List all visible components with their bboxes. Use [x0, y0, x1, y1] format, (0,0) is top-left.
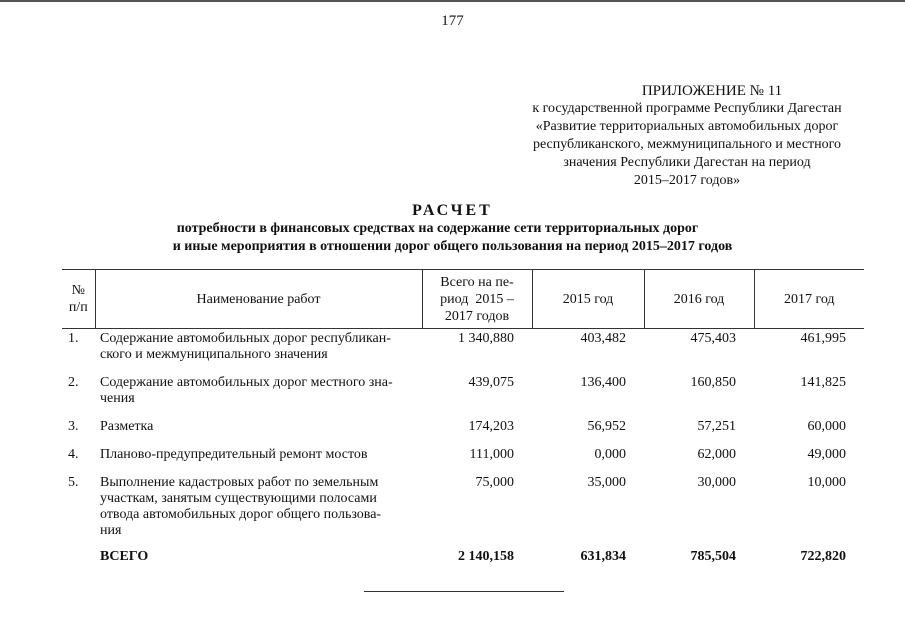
appendix-line: республиканского, межмуниципального и местного — [532, 137, 842, 152]
cell-no: 4. — [68, 447, 79, 462]
header-2016: 2016 год — [644, 270, 754, 329]
cell-no: 1. — [68, 331, 79, 346]
document-heading: РАСЧЕТ — [412, 202, 493, 219]
cell-name: Выполнение кадастровых работ по земельным участкам, занятым существующими полосами отвода автомобильных дорог общего пользова- ния — [100, 475, 382, 538]
cell-total: 174,203 — [468, 419, 514, 434]
cell-2015: 0,000 — [594, 447, 626, 462]
cell-2016: 160,850 — [690, 375, 736, 390]
financing-table — [62, 269, 864, 579]
table-row — [62, 329, 864, 374]
cell-total-label: ВСЕГО — [100, 549, 149, 564]
cell-no-empty — [62, 547, 95, 579]
cell-2016: 57,251 — [697, 419, 736, 434]
table-row — [62, 417, 864, 445]
cell-2015: 136,400 — [580, 375, 626, 390]
appendix-line: значения Республики Дагестан на период — [563, 155, 811, 170]
cell-2017: 49,000 — [807, 447, 846, 462]
document-subtitle-line-2: и иные мероприятия в отношении дорог общего пользования на период 2015–2017 годов — [172, 239, 733, 254]
cell-2015: 631,834 — [580, 549, 626, 564]
cell-2015: 35,000 — [587, 475, 626, 490]
cell-name: Разметка — [100, 419, 154, 434]
cell-2017: 722,820 — [800, 549, 846, 564]
appendix-title: ПРИЛОЖЕНИЕ № 11 — [641, 83, 783, 99]
table-total-row — [62, 547, 864, 579]
cell-total: 75,000 — [475, 475, 514, 490]
cell-no: 5. — [68, 475, 79, 490]
end-divider — [364, 591, 564, 592]
cell-2015: 403,482 — [580, 331, 626, 346]
header-2017: 2017 год — [754, 270, 864, 329]
cell-total: 1 340,880 — [458, 331, 514, 346]
cell-no: 3. — [68, 419, 79, 434]
header-2015: 2015 год — [532, 270, 644, 329]
page-top-border — [0, 0, 905, 2]
cell-name: Содержание автомобильных дорог республикан- ского и межмуниципального значения — [100, 331, 391, 362]
appendix-block — [507, 82, 867, 190]
appendix-line: «Развитие территориальных автомобильных дорог — [535, 119, 839, 134]
document-subtitle-line-1: потребности в финансовых средствах на содержание сети территориальных дорог — [176, 221, 699, 236]
table-row — [62, 473, 864, 547]
header-total: Всего на пе- риод 2015 – 2017 годов — [422, 270, 532, 329]
cell-name: Планово-предупредительный ремонт мостов — [100, 447, 368, 462]
cell-total: 2 140,158 — [458, 549, 514, 564]
cell-no: 2. — [68, 375, 79, 390]
appendix-line: 2015–2017 годов» — [633, 173, 741, 188]
cell-2016: 30,000 — [697, 475, 736, 490]
header-no: № п/п — [62, 270, 95, 329]
cell-2017: 10,000 — [807, 475, 846, 490]
cell-2015: 56,952 — [587, 419, 626, 434]
cell-2017: 60,000 — [807, 419, 846, 434]
header-name: Наименование работ — [95, 270, 422, 329]
document-title — [0, 202, 905, 256]
cell-total: 439,075 — [468, 375, 514, 390]
table-row — [62, 373, 864, 417]
table-header-row — [62, 270, 864, 329]
cell-name: Содержание автомобильных дорог местного зна- чения — [100, 375, 393, 406]
table-row — [62, 445, 864, 473]
cell-2016: 475,403 — [690, 331, 736, 346]
cell-total: 111,000 — [469, 447, 514, 462]
page-number: 177 — [441, 13, 464, 29]
cell-2016: 62,000 — [697, 447, 736, 462]
cell-2016: 785,504 — [690, 549, 736, 564]
appendix-line: к государственной программе Республики Дагестан — [532, 101, 842, 116]
cell-2017: 461,995 — [800, 331, 846, 346]
cell-2017: 141,825 — [800, 375, 846, 390]
